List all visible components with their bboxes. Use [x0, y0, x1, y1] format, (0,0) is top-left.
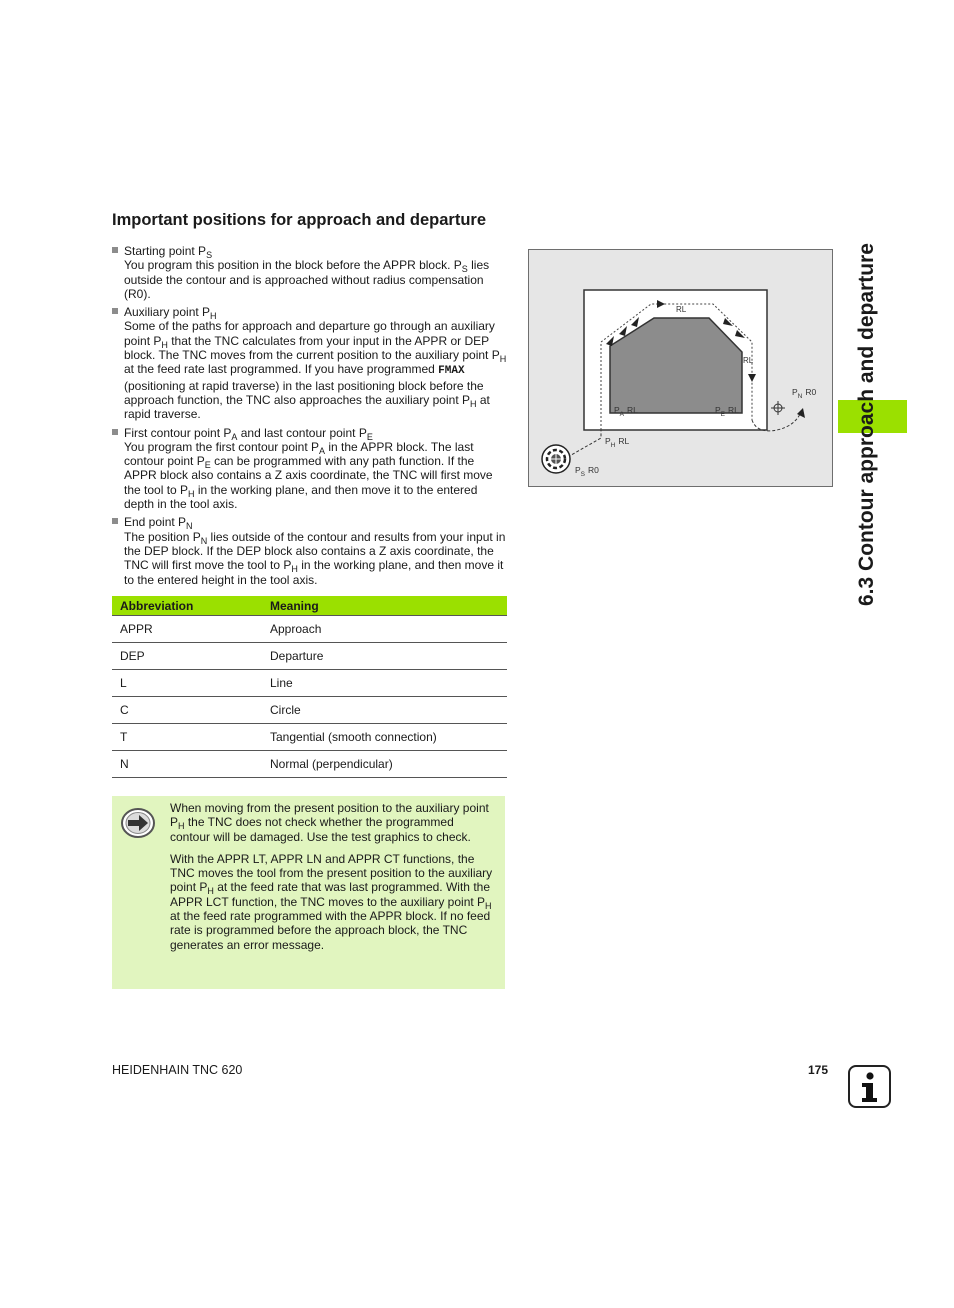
cell-abbreviation: APPR — [112, 616, 262, 643]
table-row — [112, 724, 507, 751]
cell-meaning: Approach — [262, 616, 507, 643]
bullet-end-point — [112, 515, 508, 586]
note-paragraph: With the APPR LT, APPR LN and APPR CT functions, the TNC moves the tool from the present position to the auxiliary point $P_H$ at the feed rate that was last programmed. With the APPR LCT function, the TNC moves to the auxiliary point $P_H$ at the feed rate programmed with the APPR block. If no feed rate is programmed before the approach block, the TNC generates an error message. — [170, 851, 493, 952]
cell-meaning: Circle — [262, 697, 507, 724]
cell-abbreviation: C — [112, 697, 262, 724]
bullet-contour-points — [112, 426, 508, 512]
table-row — [112, 616, 507, 643]
table-row — [112, 697, 507, 724]
side-chapter-title: 6.3 Contour approach and departure — [855, 243, 878, 606]
bullet-title: Starting point $P_S$ — [124, 244, 213, 260]
cell-abbreviation: T — [112, 724, 262, 751]
header-meaning: Meaning — [262, 596, 507, 616]
cell-abbreviation: DEP — [112, 643, 262, 670]
code-fmax: FMAX — [438, 365, 465, 378]
bullet-title: End point $P_N$ — [124, 515, 193, 532]
bullet-title: Auxiliary point $P_H$ — [124, 305, 217, 322]
pn-label: $P_N$ R0 — [792, 387, 817, 400]
cell-meaning: Departure — [262, 643, 507, 670]
footer-product: HEIDENHAIN TNC 620 — [112, 1063, 243, 1077]
table-row — [112, 670, 507, 697]
table-row — [112, 751, 507, 778]
cell-meaning: Tangential (smooth connection) — [262, 724, 507, 751]
crosshair-icon — [771, 401, 785, 415]
bullet-list — [112, 244, 508, 591]
approach-diagram-svg — [529, 250, 832, 486]
bullet-body: The position $P_N$ lies outside of the contour and results from your input in the DEP block. If the DEP block also contains a Z axis coordinate, the TNC will first move the tool to $P_H$ in the working plane, and then move it to the entered height in the tool axis. — [124, 529, 506, 587]
page-number: 175 — [808, 1063, 829, 1077]
header-abbreviation: Abbreviation — [112, 596, 262, 616]
arrow-right-icon — [120, 807, 156, 839]
section-heading: Important positions for approach and departure — [112, 211, 487, 229]
bullet-starting-point — [112, 244, 508, 301]
pa-label: $P_A$ RL — [614, 405, 638, 418]
bullet-auxiliary-point — [112, 305, 508, 421]
cell-abbreviation: L — [112, 670, 262, 697]
note-text — [170, 801, 496, 960]
cell-meaning: Normal (perpendicular) — [262, 751, 507, 778]
table-header-row — [112, 596, 507, 616]
ps-label: $P_S$ R0 — [575, 465, 599, 478]
rl-top-label: RL — [676, 305, 687, 314]
approach-diagram — [528, 249, 833, 487]
ph-label: $P_H$ RL — [605, 436, 630, 449]
bullet-body: Some of the paths for approach and departure go through an auxiliary point $P_H$ that the TNC calculates from your input in the APPR or DEP block. The TNC moves from the current position to the auxiliary point $P_H$ at the feed rate last programmed. If you have programmed FMAX (positioning at rapid traverse) in the last positioning block before the approach function, the TNC also approaches the auxiliary point $P_H$ at rapid traverse. — [124, 319, 507, 422]
bullet-square — [112, 308, 118, 314]
bullet-square — [112, 429, 118, 435]
table-row — [112, 643, 507, 670]
cell-meaning: Line — [262, 670, 507, 697]
bullet-body: You program this position in the block before the APPR block. $P_S$ lies outside the contour and is approached without radius compensation (R0). — [124, 258, 490, 301]
note-paragraph: When moving from the present position to the auxiliary point $P_H$ the TNC does not check whether the programmed contour will be damaged. Use the test graphics to check. — [170, 801, 489, 844]
abbreviation-table — [112, 596, 507, 778]
pe-label: $P_E$ RL — [715, 405, 739, 418]
bullet-title: First contour point $P_A$ and last contour point $P_E$ — [124, 425, 373, 442]
bullet-square — [112, 247, 118, 253]
rl-right-label: RL — [743, 356, 754, 365]
tool-icon — [542, 445, 570, 473]
bullet-body: You program the first contour point $P_A$ in the APPR block. The last contour point $P_E$ can be programmed with any path function. If the APPR block also contains a Z axis coordinate, the TNC will first move the tool to $P_H$ in the working plane, and then move it to the entered depth in the tool axis. — [124, 439, 493, 512]
bullet-square — [112, 518, 118, 524]
info-icon — [848, 1065, 891, 1108]
note-box — [112, 796, 505, 989]
cell-abbreviation: N — [112, 751, 262, 778]
